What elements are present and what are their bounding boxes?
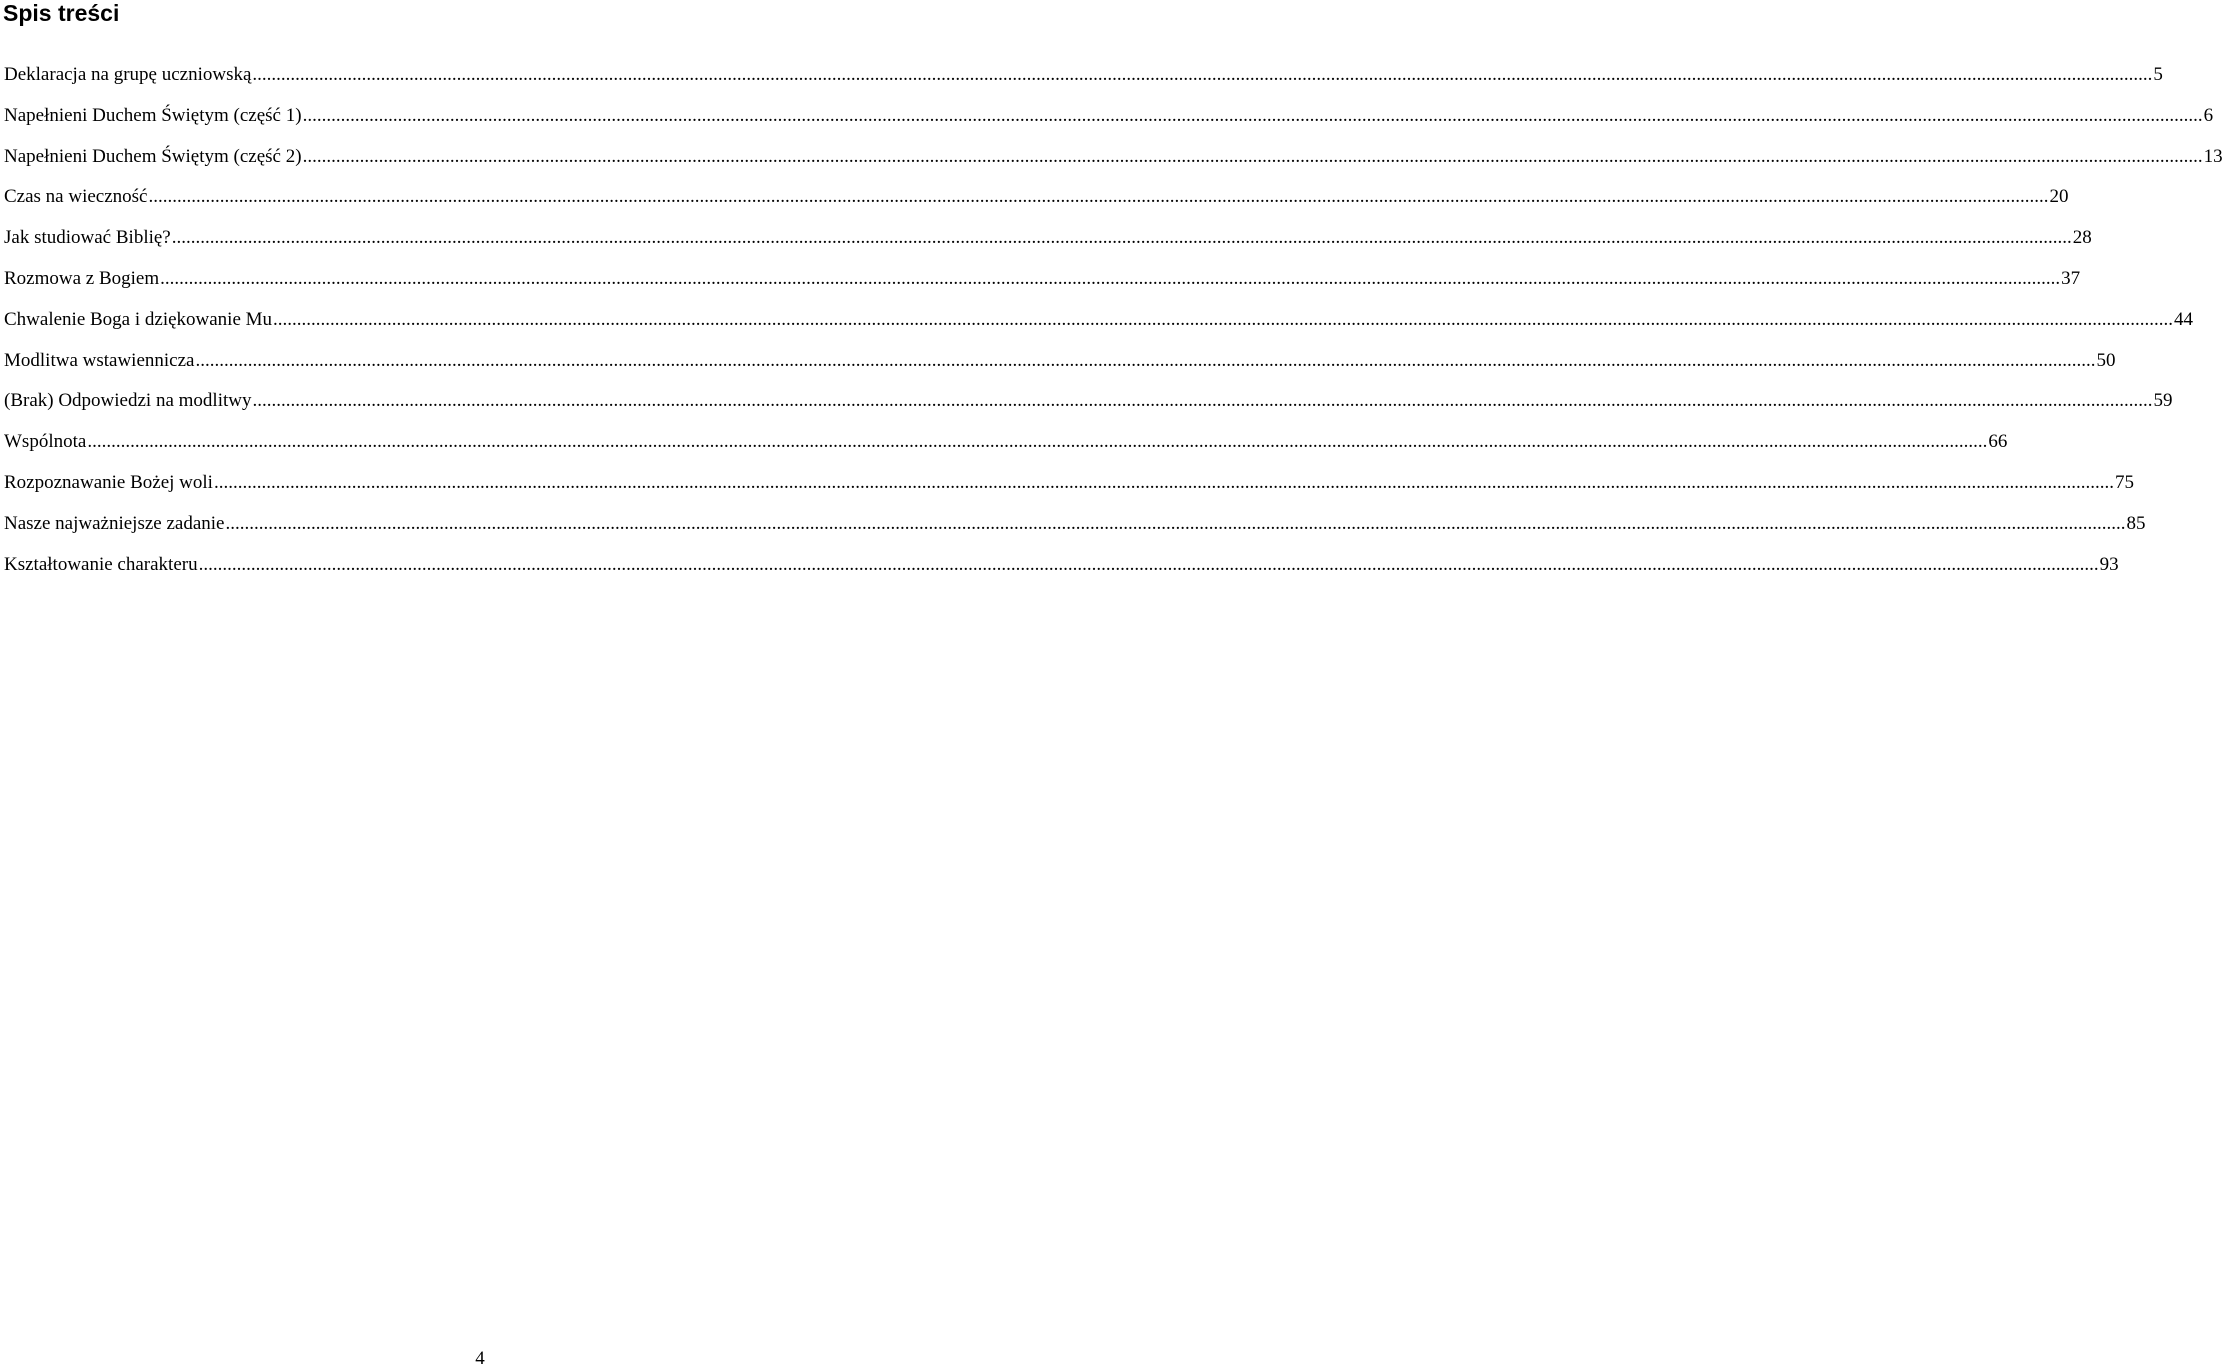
toc-entry[interactable] <box>4 225 2092 266</box>
toc-entry-page: 37 <box>2061 267 2081 289</box>
toc-entry-title: Wspólnota <box>4 431 87 453</box>
toc-entry-title: Modlitwa wstawiennicza <box>4 349 195 371</box>
toc-entry-title: Chwalenie Boga i dziękowanie Mu <box>4 308 273 330</box>
toc-entry[interactable] <box>4 552 2119 593</box>
toc-entry[interactable] <box>4 62 2163 103</box>
toc-entry-page: 50 <box>2096 349 2116 371</box>
toc-entry-page: 13 <box>2203 145 2223 167</box>
toc-entry[interactable] <box>4 388 2173 429</box>
toc-entry[interactable] <box>4 429 2008 470</box>
toc-entry[interactable] <box>4 103 2214 144</box>
table-of-contents <box>4 62 2223 592</box>
toc-entry-title: Napełnieni Duchem Świętym (część 2) <box>4 145 302 167</box>
toc-entry-page: 66 <box>1988 431 2008 453</box>
toc-dot-leader: ................................................................................................................................................................................................................................................................................................................................................................................................................ <box>148 186 2049 208</box>
toc-entry[interactable] <box>4 348 2116 389</box>
toc-dot-leader: ................................................................................................................................................................................................................................................................................................................................................................................................................ <box>225 512 2126 534</box>
toc-entry[interactable] <box>4 470 2134 511</box>
toc-dot-leader: ................................................................................................................................................................................................................................................................................................................................................................................................................ <box>213 471 2114 493</box>
toc-dot-leader: ................................................................................................................................................................................................................................................................................................................................................................................................................ <box>302 145 2203 167</box>
toc-entry-page: 75 <box>2114 471 2134 493</box>
toc-entry-page: 44 <box>2174 308 2194 330</box>
toc-entry[interactable] <box>4 184 2069 225</box>
toc-entry-page: 20 <box>2049 186 2069 208</box>
toc-entry-title: Czas na wieczność <box>4 186 148 208</box>
toc-entry-title: Rozpoznawanie Bożej woli <box>4 471 213 493</box>
toc-dot-leader: ................................................................................................................................................................................................................................................................................................................................................................................................................ <box>198 553 2099 575</box>
toc-entry[interactable] <box>4 144 2223 185</box>
toc-entry-page: 6 <box>2203 104 2214 126</box>
toc-dot-leader: ................................................................................................................................................................................................................................................................................................................................................................................................................ <box>195 349 2096 371</box>
toc-entry[interactable] <box>4 307 2194 348</box>
toc-entry-title: Rozmowa z Bogiem <box>4 267 160 289</box>
toc-dot-leader: ................................................................................................................................................................................................................................................................................................................................................................................................................ <box>302 104 2203 126</box>
toc-dot-leader: ................................................................................................................................................................................................................................................................................................................................................................................................................ <box>252 390 2153 412</box>
toc-entry-title: Jak studiować Biblię? <box>4 227 171 249</box>
toc-entry-title: Deklaracja na grupę uczniowską <box>4 64 252 85</box>
toc-entry[interactable] <box>4 266 2081 307</box>
toc-entry[interactable] <box>4 511 2146 552</box>
page-number: 4 <box>475 1348 485 1369</box>
toc-dot-leader: ................................................................................................................................................................................................................................................................................................................................................................................................................ <box>87 431 1988 453</box>
toc-entry-page: 28 <box>2072 227 2092 249</box>
toc-entry-page: 93 <box>2099 553 2119 575</box>
toc-dot-leader: ................................................................................................................................................................................................................................................................................................................................................................................................................ <box>171 227 2072 249</box>
toc-entry-page: 59 <box>2153 390 2173 412</box>
toc-entry-title: Napełnieni Duchem Świętym (część 1) <box>4 104 302 126</box>
page-title: Spis treści <box>3 0 120 26</box>
toc-entry-page: 5 <box>2153 64 2163 85</box>
toc-entry-page: 85 <box>2126 512 2146 534</box>
toc-dot-leader: ................................................................................................................................................................................................................................................................................................................................................................................................................ <box>160 267 2061 289</box>
toc-dot-leader: ................................................................................................................................................................................................................................................................................................................................................................................................................ <box>273 308 2174 330</box>
toc-entry-title: (Brak) Odpowiedzi na modlitwy <box>4 390 252 412</box>
toc-dot-leader: ................................................................................................................................................................................................................................................................................................................................................................................................................ <box>252 64 2153 85</box>
toc-entry-title: Nasze najważniejsze zadanie <box>4 512 225 534</box>
toc-entry-title: Kształtowanie charakteru <box>4 553 198 575</box>
